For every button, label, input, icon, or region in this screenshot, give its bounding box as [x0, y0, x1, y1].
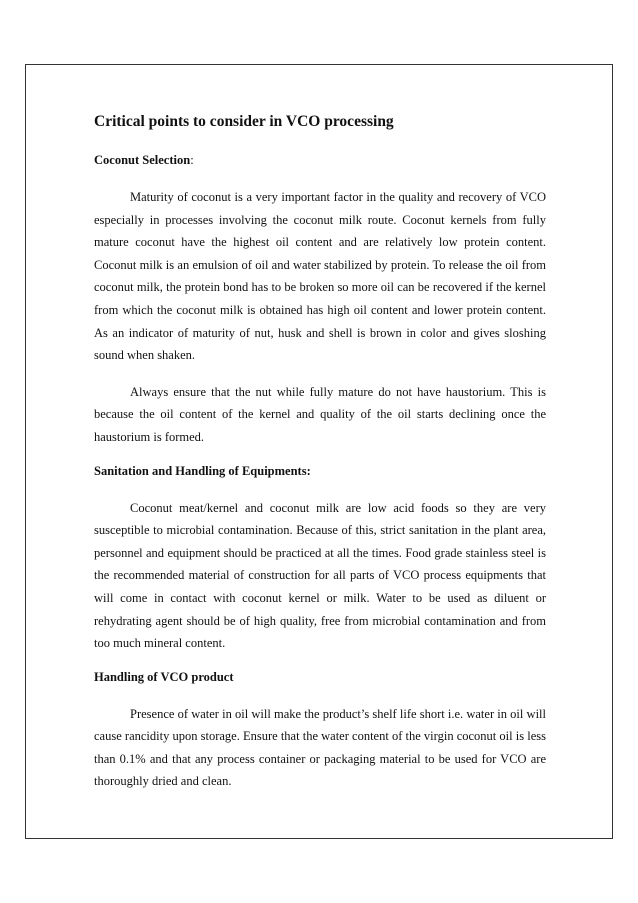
paragraph-haustorium: Always ensure that the nut while fully mature do not have haustorium. This is because the oil content of the kernel and quality of the oil starts declining once the haustorium is formed. — [94, 384, 546, 444]
document-title: Critical points to consider in VCO processing — [94, 113, 394, 130]
section-heading-suffix: : — [190, 153, 194, 167]
section-heading-text: Sanitation and Handling of Equipments: — [94, 463, 311, 478]
section-heading-text: Coconut Selection — [94, 153, 191, 167]
document-body — [94, 112, 546, 793]
paragraph-sanitation: Coconut meat/kernel and coconut milk are low acid foods so they are very susceptible to microbial contamination. Because of this, strict sanitation in the plant area, personnel and equipment should be practiced at all the times. Food grade stainless steel is the recommended material of construction for all parts of VCO process equipments that will come in contact with coconut kernel or milk. Water to be used as diluent or rehydrating agent should be of high quality, free from microbial contamination and from too much mineral content. — [94, 500, 546, 651]
section-heading-sanitation — [94, 463, 546, 479]
paragraph-coconut-maturity: Maturity of coconut is a very important factor in the quality and recovery of VCO especially in processes involving the coconut milk route. Coconut kernels from fully mature coconut have the highest oil content and are relatively low protein content. Coconut milk is an emulsion of oil and water stabilized by protein. To release the oil from coconut milk, the protein bond has to be broken so more oil can be recovered if the kernel from which the coconut milk is obtained has high oil content and lower protein content. As an indicator of maturity of nut, husk and shell is brown in color and gives sloshing sound when shaken. — [94, 190, 546, 363]
section-heading-vco-product — [94, 669, 546, 685]
section-heading-text: Handling of VCO product — [94, 669, 234, 684]
paragraph-vco-product: Presence of water in oil will make the product’s shelf life short i.e. water in oil will cause rancidity upon storage. Ensure that the water content of the virgin coconut oil is less than 0.1% and that any process container or packaging material to be used for VCO are thoroughly dried and clean. — [94, 706, 546, 789]
section-heading-coconut-selection — [94, 152, 546, 168]
